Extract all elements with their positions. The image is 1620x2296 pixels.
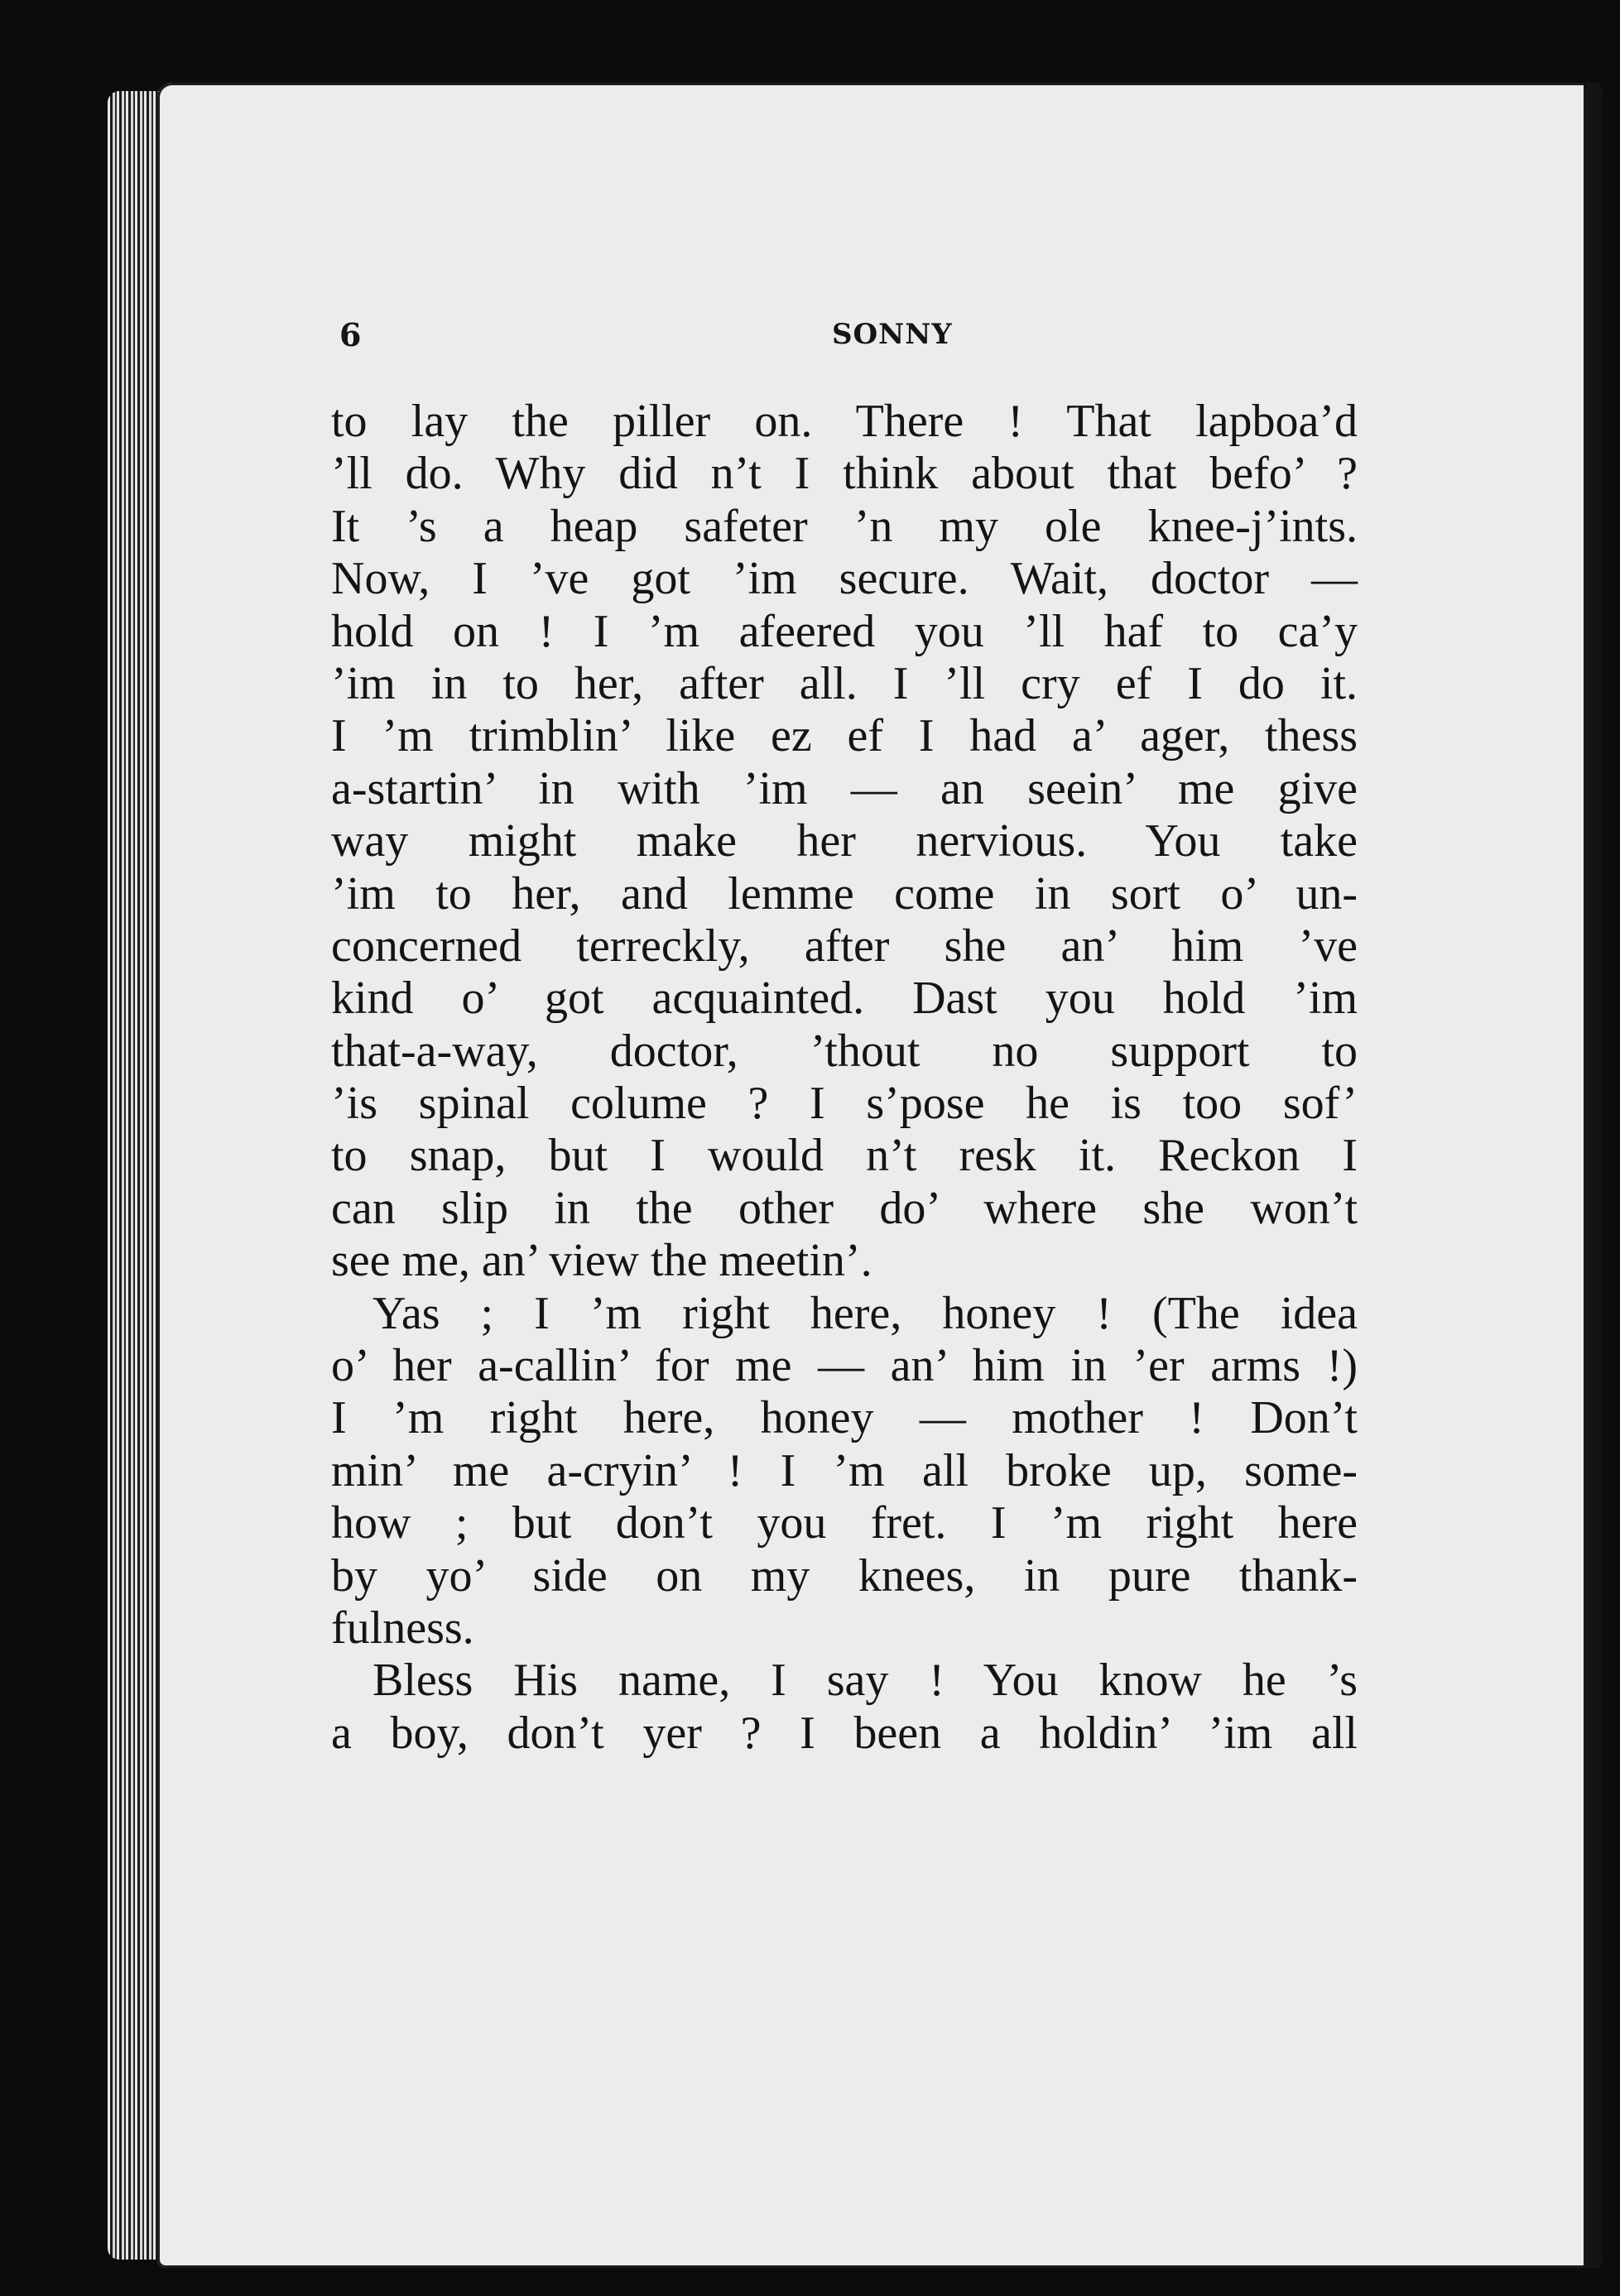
text-line: by yo’ side on my knees, in pure thank- bbox=[331, 1549, 1358, 1602]
text-line: a boy, don’t yer ? I been a holdin’ ’im all bbox=[331, 1707, 1358, 1759]
text-line: min’ me a-cryin’ ! I ’m all broke up, some- bbox=[331, 1444, 1358, 1496]
text-line: Bless His name, I say ! You know he ’s bbox=[373, 1655, 1358, 1707]
gutter-shadow bbox=[1584, 83, 1602, 2268]
text-line: to lay the piller on. There ! That lapboa’d bbox=[331, 396, 1358, 447]
text-line: to snap, but I would n’t resk it. Reckon I bbox=[331, 1130, 1358, 1182]
body-text bbox=[331, 396, 1358, 1760]
text-line: ’im to her, and lemme come in sort o’ un- bbox=[331, 867, 1358, 920]
text-line: a-startin’ in with ’im — an seein’ me give bbox=[331, 762, 1358, 814]
text-line: fulness. bbox=[331, 1602, 474, 1654]
page-number: 6 bbox=[339, 316, 362, 353]
text-line: I ’m trimblin’ like ez ef I had a’ ager, thess bbox=[331, 710, 1358, 762]
text-line: can slip in the other do’ where she won’t bbox=[331, 1182, 1358, 1234]
running-title: SONNY bbox=[832, 318, 953, 351]
text-line: hold on ! I ’m afeered you ’ll haf to ca’y bbox=[331, 605, 1358, 657]
text-line: way might make her nervious. You take bbox=[331, 815, 1358, 867]
text-line: how ; but don’t you fret. I ’m right here bbox=[331, 1497, 1358, 1549]
text-line: see me, an’ view the meetin’. bbox=[331, 1235, 872, 1287]
text-line: Yas ; I ’m right here, honey ! (The idea bbox=[373, 1287, 1358, 1339]
text-line: Now, I ’ve got ’im secure. Wait, doctor — bbox=[331, 553, 1358, 605]
text-line: ’is spinal colume ? I s’pose he is too sof’ bbox=[331, 1078, 1358, 1130]
text-line: kind o’ got acquainted. Dast you hold ’im bbox=[331, 973, 1358, 1025]
text-line: It ’s a heap safeter ’n my ole knee-j’ints. bbox=[331, 500, 1358, 552]
text-line: that-a-way, doctor, ’thout no support to bbox=[331, 1025, 1358, 1077]
text-line: ’im in to her, after all. I ’ll cry ef I do it. bbox=[331, 657, 1358, 709]
page-header bbox=[339, 316, 1358, 366]
text-line: concerned terreckly, after she an’ him ’ve bbox=[331, 920, 1358, 972]
text-line: I ’m right here, honey — mother ! Don’t bbox=[331, 1392, 1358, 1444]
text-line: ’ll do. Why did n’t I think about that befo’ ? bbox=[331, 448, 1358, 500]
text-line: o’ her a-callin’ for me — an’ him in ’er arms !) bbox=[331, 1340, 1358, 1392]
